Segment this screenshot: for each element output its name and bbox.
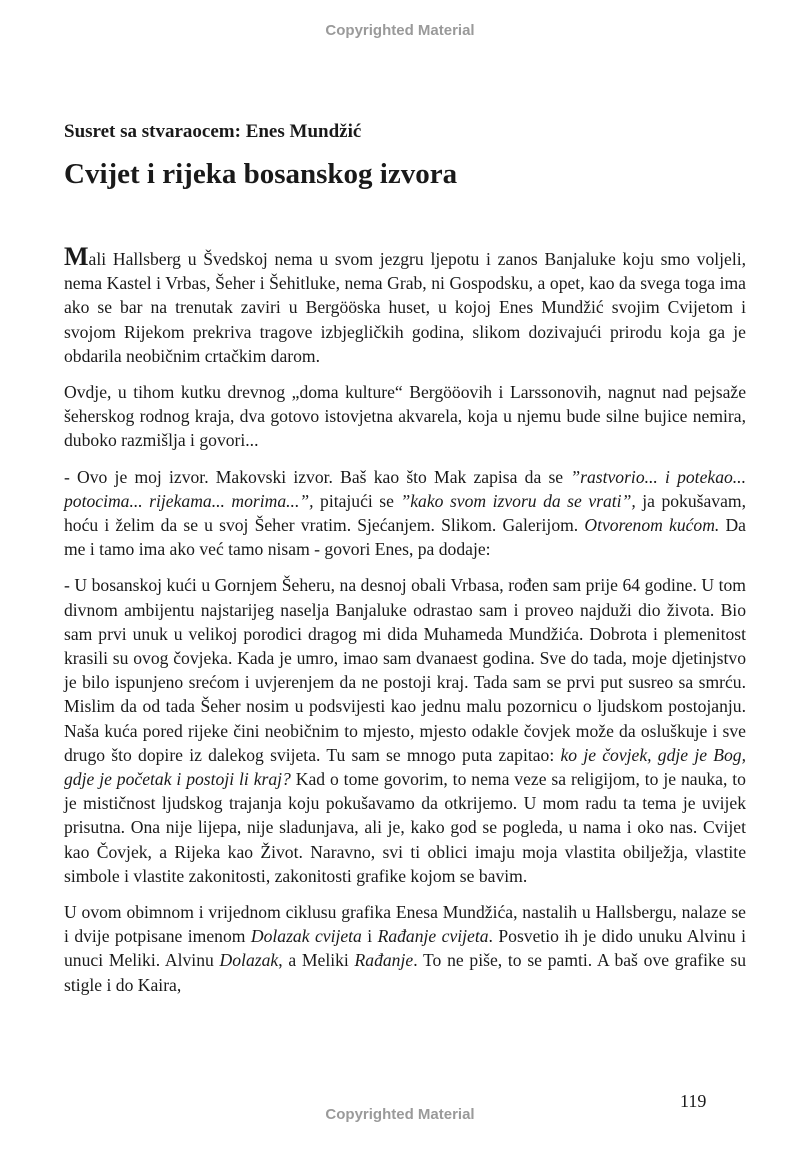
page-number: 119 — [680, 1091, 707, 1111]
italic-text: Dolazak cvijeta — [250, 926, 362, 947]
text-run: , a Meliki — [278, 950, 355, 971]
text-run: ali Hallsberg u Švedskoj nema u svom jezgru ljepotu i zanos Banjaluke koju smo voljeli, nema Kastel i Vrbas, Šeher i Šehitluke, nema Grab, ni Gospodsku, a opet, kao da svega toga ima ako se bar na trenutak zaviri u Bergööska huset, u kojoj Enes Mundžić svojim Cvijetom i svojom Rijekom prekriva tragove izbjegličkih godina, slikom dozivajući prirodu koja ga je obdarila neobičnim crtačkim darom. — [64, 249, 746, 366]
italic-text: Rađanje — [354, 950, 414, 971]
text-run: - Ovo je moj izvor. Makovski izvor. Baš kao što Mak zapisa da se — [64, 466, 571, 487]
text-run: Kad o tome govorim, to nema veze sa religijom, to je nauka, to je mističnost ljudskog trajanja koju pokušavamo da otkrijemo. U mom radu ta tema je uvijek prisutna. Ona nije lijepa, nije sladunjava, ali je, kako god se pogleda, u nama i oko nas. Cvijet kao Čovjek, a Rijeka kao Život. Naravno, svi ti oblici imaju moja vlastita obilježja, vlastite simbole i vlastite zakonitosti, zakonitosti grafike kojom se bavim. — [64, 769, 746, 886]
text-run: ja pokušavam, hoću i želim da se u svoj Šeher vratim. Sjećanjem. Slikom. Galerijom. — [64, 490, 746, 536]
text-run: U ovom obimnom i vrijednom ciklusu grafika Enesa Mundžića, nastalih u Hallsbergu, nalaze se i dvije potpisane imenom — [64, 902, 746, 947]
paragraph — [64, 573, 746, 888]
italic-text: ko je čovjek, gdje je Bog, gdje je početak i postoji li kraj? — [64, 744, 746, 790]
italic-text: Rađanje cvijeta — [377, 926, 489, 947]
article-body — [64, 242, 746, 1009]
article-title: Cvijet i rijeka bosanskog izvora — [64, 158, 458, 190]
paragraph — [64, 465, 746, 562]
watermark-bottom: Copyrighted Material — [325, 1106, 475, 1123]
italic-text: ”kako svom izvoru da se vrati”, — [400, 490, 636, 511]
italic-text: Otvorenom kućom. — [584, 515, 720, 536]
paragraph — [64, 380, 746, 453]
watermark-top: Copyrighted Material — [325, 22, 475, 39]
paragraph — [64, 242, 746, 368]
text-run: - U bosanskoj kući u Gornjem Šeheru, na desnoj obali Vrbasa, rođen sam prije 64 godine. U tom divnom ambijentu najstarijeg naselja Banjaluke odrastao sam i proveo najduži dio života. Bio sam prvi unuk u velikoj porodici dragog mi dida Muhameda Mundžića. Dobrota i plemenitost krasili su ovog čovjeka. Kada je umro, imao sam dvanaest godina. Sve do tada, moje djetinjstvo je bilo ispunjeno srećom i uvjerenjem da ne postoji kraj. Tada sam se prvi put susreo sa smrću. Mislim da od tada Šeher nosim u podsvijesti kao jednu malu pozornicu o ljudskom postojanju. Naša kuća pored rijeke čini neobičnim to mjesto, mjesto odakle čovjek može da osluškuje i sve drugo što dopire iz dalekog svijeta. Tu sam se mnogo puta zapitao: — [64, 575, 746, 765]
article-subtitle: Susret sa stvaraocem: Enes Mundžić — [64, 121, 362, 142]
paragraph — [64, 900, 746, 997]
italic-text: Dolazak — [219, 950, 279, 971]
text-run: . To ne piše, to se pamti. A baš ove grafike su stigle i do Kaira, — [64, 950, 746, 995]
text-run: Da me i tamo ima ako već tamo nisam - govori Enes, pa dodaje: — [64, 515, 746, 560]
italic-text: ”rastvorio... i potekao... potocima... rijekama... morima...”, — [64, 466, 746, 511]
text-run: i — [361, 926, 378, 947]
text-run: Ovdje, u tihom kutku drevnog „doma kulture“ Bergööovih i Larssonovih, nagnut nad pejsaže šeherskog rodnog kraja, dva gotovo istovjetna akvarela, koja u njemu bude silne bujice nemira, duboko razmišlja i govori... — [64, 382, 746, 451]
text-run: . Posvetio ih je dido unuku Alvinu i unuci Meliki. Alvinu — [64, 926, 746, 971]
drop-cap: M — [64, 242, 89, 271]
text-run: pitajući se — [313, 490, 401, 511]
